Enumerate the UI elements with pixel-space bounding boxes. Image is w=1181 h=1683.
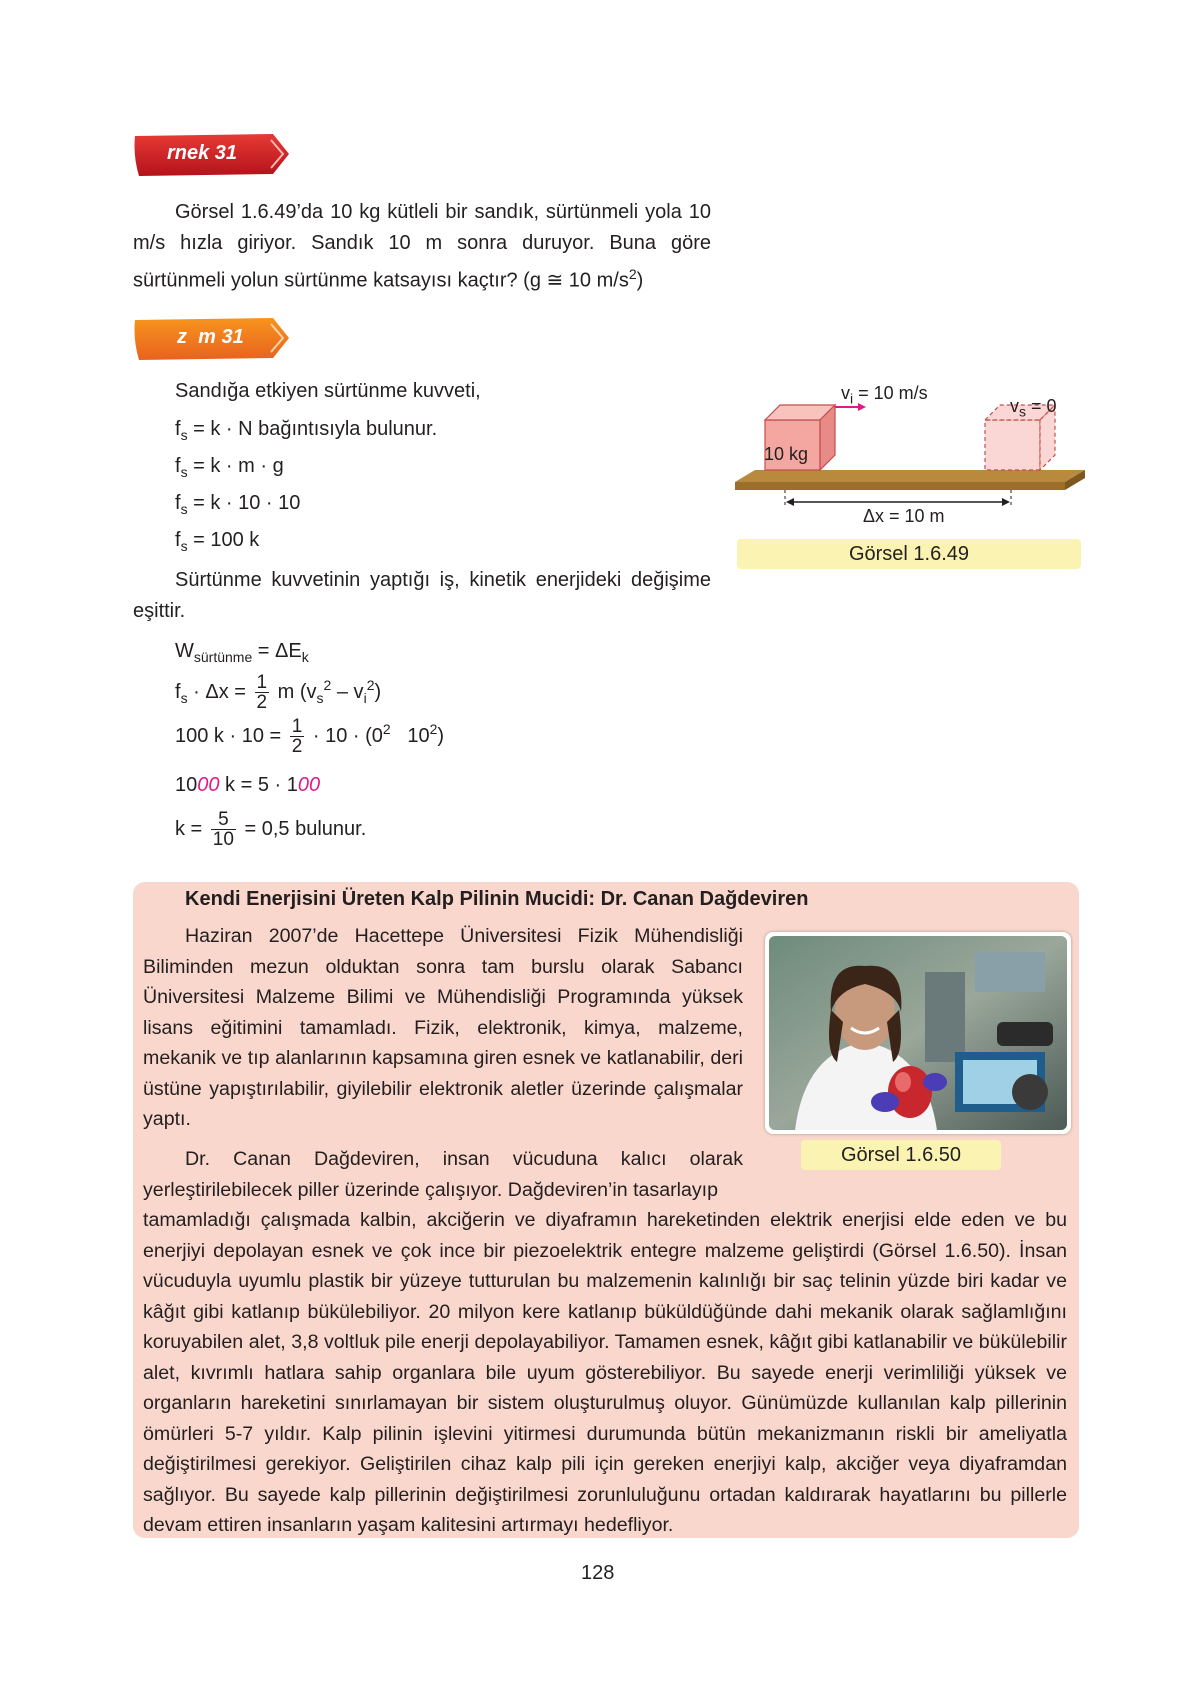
dx-label: Δx = 10 m	[863, 506, 945, 526]
example-tag	[133, 132, 293, 178]
work-text: Sürtünme kuvvetinin yaptığı iş, kinetik enerjideki değişime eşittir.	[133, 569, 711, 622]
eq-k-result: k = $\frac{5}{10}$ = 0,5 bulunur.	[175, 809, 367, 850]
page-number: 128	[581, 1562, 615, 1584]
eq-fs-dx: $f_s \cdot \Delta x$ = $\frac{1}{2}$ m $(v_s^2 - v_i^2)$	[175, 672, 382, 713]
eq-fs-100k: $f_s = 100$ k	[175, 529, 260, 554]
solution-tag	[133, 316, 293, 362]
cancel-zeros-1: 00	[197, 774, 220, 796]
photo-caption: Görsel 1.6.50	[801, 1140, 1001, 1170]
eq-1000k: 1000 k = 5 · 100	[175, 774, 321, 796]
fraction-5-10: $\frac{5}{10}$	[212, 809, 234, 850]
figure1-caption: Görsel 1.6.49	[737, 539, 1081, 569]
cancel-zeros-2: 00	[297, 774, 321, 796]
solution-line1: Sandığa etkiyen sürtünme kuvveti,	[175, 380, 481, 402]
eq-100k: 100 k · 10 = $\frac{1}{2}$ · $10 \cdot (0^2$ $10^2$)	[175, 716, 445, 757]
reading-para1: Haziran 2007’de Hacettepe Üniversitesi Fizik Mühendisliği Biliminden mezun olduktan sonra tam burslu olarak Sabancı Üniversitesi Malzeme Bilimi ve Mühendisliği Programında yüksek lisans eğitimini tamamladı. Fizik, elektronik, kimya, malzeme, mekanik ve tıp alanlarının kapsamına giren esnek ve katlanabilir, deri üstüne yapıştırılabilir, giyilebilir elektronik aletler üzerinde çalışmalar yaptı.	[143, 925, 743, 1130]
eq-work: $W_{sürtünme} = \Delta E_k$	[175, 640, 309, 665]
reading-para2a: Dr. Canan Dağdeviren, insan vücuduna kalıcı olarak yerleştirilebilecek piller üzerinde çalışıyor. Dağdeviren’in tasarlayıp	[143, 1148, 743, 1201]
reading-para2b: tamamladığı çalışmada kalbin, akciğerin ve diyaframın hareketinden elektrik enerjisi elde eden ve bu enerjiyi depolayan esnek ve çok ince bir piezoelektrik entegre malzeme geliştirdi (Görsel 1.6.50). İnsan vücuduyla uyumlu plastik bir yüzeye tutturulan bu malzemenin kalınlığı bir saç telinin yüzde biri kadar ve kâğıt gibi katlanıp bükülebiliyor. 20 milyon kere katlanıp büküldüğünde dahi mekanik olarak sağlamlığını koruyabilen alet, 3,8 voltluk pile enerji depolayabiliyor. Tamamen esnek, kâğıt gibi katlanabilir ve bükülebilir alet, kıvrımlı hatlara sahip organlara bile uyum gösterebiliyor. Bu sayede enerji verimliliği yüksek ve organların hareketini sınırlamayan bir sistem oluşturulmuş oluyor. Günümüzde kullanılan kalp pillerinin ömürleri 5-7 yıldır. Kalp pilinin işlevini yitirmesi durumunda bütün mekanizmanın riskli bir ameliyatla değiştirilmesi gerekiyor. Geliştirilen cihaz kalp pili için gereken enerjiyi kalp, akciğer veya diyaframdan sağlıyor. Bu sayede kalp pillerinin değiştirilmesi zorunluluğunu ortadan kaldırarak hayatlarını bu pillerle devam ettiren insanların yaşam kalitesini artırmayı hedefliyor.	[143, 1209, 1067, 1536]
mass-label: 10 kg	[764, 444, 809, 464]
fraction-half-2: $\frac{1}{2}$	[291, 716, 303, 757]
eq-fs-k1010: $f_s = k \cdot 10 \cdot 10$	[175, 492, 301, 517]
example-tag-label: rnek 31	[167, 142, 238, 164]
eq-fs-kN: $f_s = k \cdot N$ bağıntısıyla bulunur.	[175, 418, 438, 443]
reading-box	[133, 882, 1079, 1538]
solution-tag-label: z m 31	[177, 326, 244, 348]
vs-label: $v_s = 0$	[1010, 396, 1057, 420]
vi-label: $v_i = 10$ m/s	[841, 383, 928, 407]
scientist-photo	[765, 932, 1071, 1134]
example-text: Görsel 1.6.49’da 10 kg kütleli bir sandık, sürtünmeli yola 10 m/s hızla giriyor. Sandık 10 m sonra duruyor. Buna göre sürtünmeli yolun sürtünme katsayısı kaçtır? (g ≅ 10 $m/s^2$)	[133, 201, 711, 292]
scientist-photo-image	[765, 932, 1071, 1134]
reading-title: Kendi Enerjisini Üreten Kalp Pilinin Mucidi: Dr. Canan Dağdeviren	[185, 888, 809, 910]
eq-fs-kmg: $f_s = k \cdot m \cdot g$	[175, 455, 284, 480]
fraction-half: $\frac{1}{2}$	[256, 672, 268, 713]
